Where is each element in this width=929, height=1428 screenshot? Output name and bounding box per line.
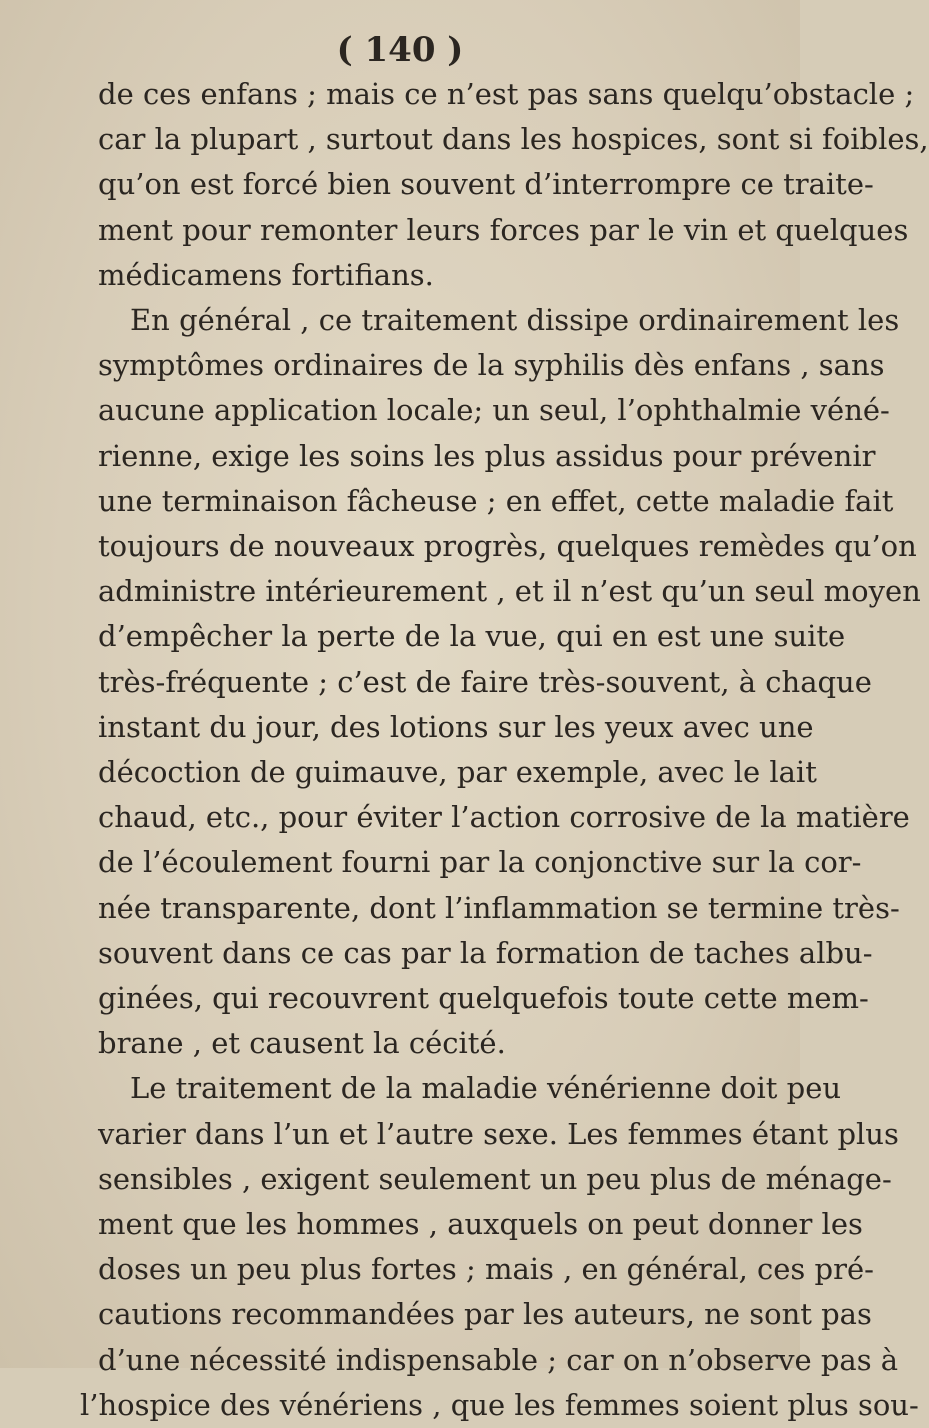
paragraph-2 bbox=[98, 298, 921, 1066]
page-body bbox=[80, 72, 929, 1428]
text-line: aucune application locale; un seul, l’ophthalmie véné- bbox=[98, 393, 890, 428]
text-line: cautions recommandées par les auteurs, ne sont pas bbox=[98, 1297, 872, 1332]
text-line: ment pour remonter leurs forces par le vin et quelques bbox=[98, 212, 909, 247]
text-line: instant du jour, des lotions sur les yeux avec une bbox=[98, 709, 814, 744]
text-line: ginées, qui recouvrent quelquefois toute cette mem- bbox=[98, 981, 869, 1016]
text-line: rienne, exige les soins les plus assidus pour prévenir bbox=[98, 438, 876, 473]
text-line: car la plupart , surtout dans les hospices, sont si foibles, bbox=[98, 122, 929, 157]
text-line: d’une nécessité indispensable ; car on n’observe pas à bbox=[98, 1342, 899, 1377]
text-line: de l’écoulement fourni par la conjonctive sur la cor- bbox=[98, 845, 862, 880]
paragraph-1 bbox=[98, 72, 929, 298]
text-line: doses un peu plus fortes ; mais , en général, ces pré- bbox=[98, 1252, 874, 1287]
text-line: très-fréquente ; c’est de faire très-souvent, à chaque bbox=[98, 664, 872, 699]
text-line: née transparente, dont l’inflammation se termine très- bbox=[98, 890, 900, 925]
text-line: sensibles , exigent seulement un peu plus de ménage- bbox=[98, 1161, 892, 1196]
text-line: souvent dans ce cas par la formation de taches albu- bbox=[98, 935, 873, 970]
text-line: d’empêcher la perte de la vue, qui en est une suite bbox=[98, 619, 846, 654]
text-line: administre intérieurement , et il n’est qu’un seul moyen bbox=[98, 574, 921, 609]
paragraph-3 bbox=[80, 1066, 919, 1428]
text-line: toujours de nouveaux progrès, quelques remèdes qu’on bbox=[98, 529, 917, 564]
text-line: En général , ce traitement dissipe ordinairement les bbox=[130, 303, 900, 338]
text-line: qu’on est forcé bien souvent d’interrompre ce traite- bbox=[98, 167, 874, 202]
page-number: ( 140 ) bbox=[336, 30, 464, 70]
text-line: une terminaison fâcheuse ; en effet, cette maladie fait bbox=[98, 483, 894, 518]
text-line: varier dans l’un et l’autre sexe. Les femmes étant plus bbox=[98, 1116, 899, 1151]
text-line: brane , et causent la cécité. bbox=[98, 1026, 506, 1061]
text-line: médicamens fortifians. bbox=[98, 257, 434, 292]
text-line: chaud, etc., pour éviter l’action corrosive de la matière bbox=[98, 800, 910, 835]
text-line: décoction de guimauve, par exemple, avec le lait bbox=[98, 755, 817, 790]
text-line: Le traitement de la maladie vénérienne doit peu bbox=[130, 1071, 842, 1106]
text-line: ment que les hommes , auxquels on peut donner les bbox=[98, 1207, 863, 1242]
text-line: de ces enfans ; mais ce n’est pas sans quelqu’obstacle ; bbox=[98, 77, 915, 111]
text-line: l’hospice des vénériens , que les femmes soient plus sou- bbox=[80, 1387, 919, 1422]
text-line: symptômes ordinaires de la syphilis dès enfans , sans bbox=[98, 348, 885, 383]
